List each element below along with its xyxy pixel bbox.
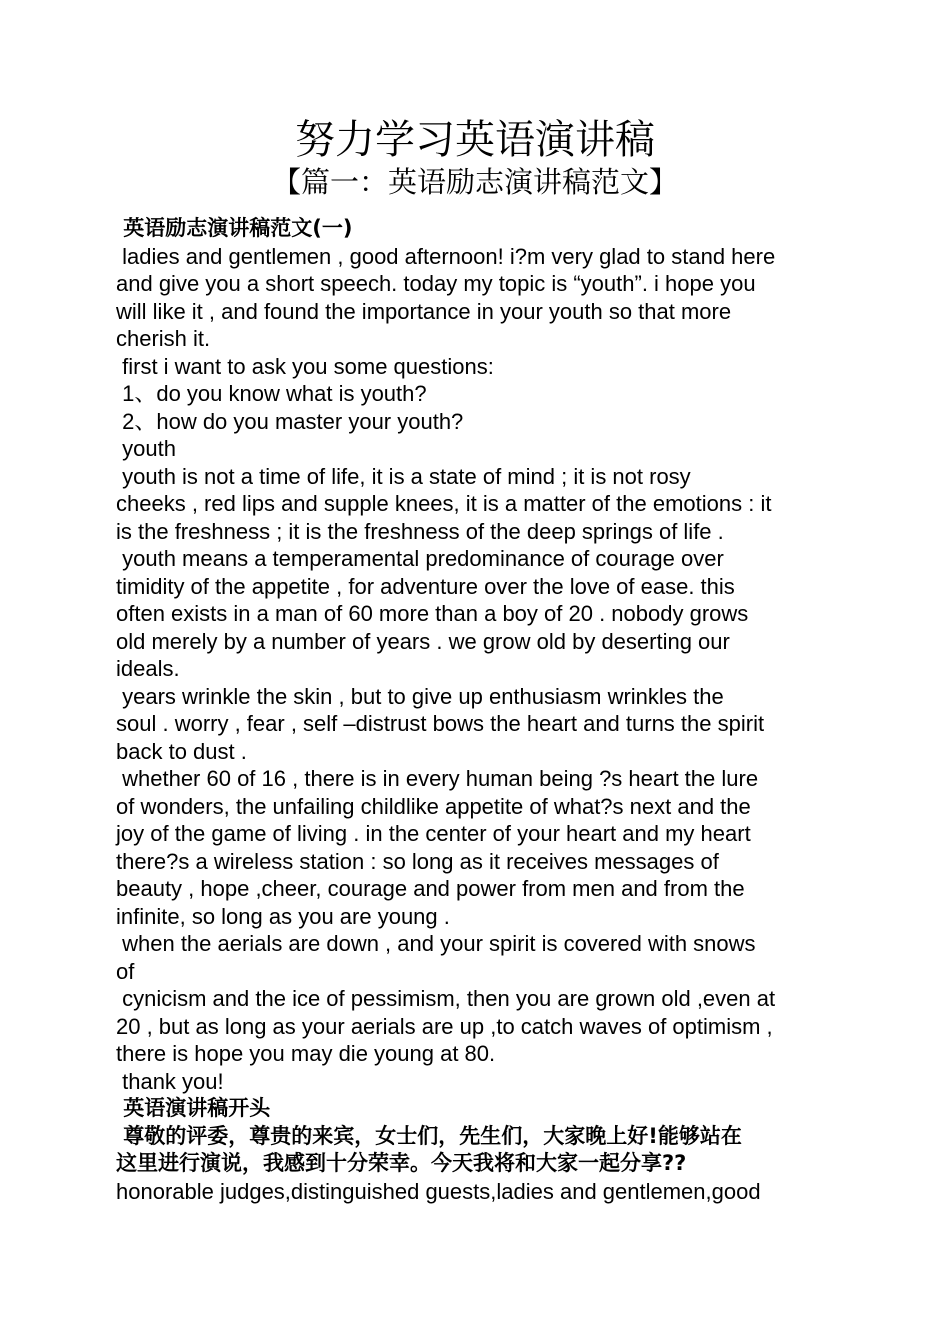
text-line: youth is not a time of life, it is a state of mind ; it is not rosy [116, 463, 691, 489]
text-line: when the aerials are down , and your spirit is covered with snows [116, 931, 756, 956]
text-line: is the freshness ; it is the freshness of the deep springs of life . [116, 518, 724, 544]
text-line: first i want to ask you some questions: [116, 353, 494, 379]
text-line: thank you! [116, 1068, 224, 1094]
text-line: of wonders, the unfailing childlike appetite of what?s next and the [116, 793, 751, 819]
text-line: will like it , and found the importance in your youth so that more [116, 298, 732, 324]
text-line: honorable judges,distinguished guests,ladies and gentlemen,good [116, 1178, 761, 1204]
text-line: and give you a short speech. today my topic is “youth”. i hope you [116, 271, 756, 296]
document-body [116, 215, 840, 1205]
text-line: youth [116, 436, 176, 461]
document-subtitle: 【篇一：英语励志演讲稿范文】 [271, 165, 678, 199]
text-line: 20 , but as long as your aerials are up ,to catch waves of optimism , [116, 1013, 773, 1039]
text-line: 1、do you know what is youth? [116, 381, 427, 406]
text-line: there is hope you may die young at 80. [116, 1041, 496, 1066]
text-line: whether 60 of 16 , there is in every human being ?s heart the lure [116, 766, 759, 791]
text-line: years wrinkle the skin , but to give up enthusiasm wrinkles the [116, 683, 724, 709]
text-line: cynicism and the ice of pessimism, then you are grown old ,even at [116, 986, 776, 1011]
text-line: cheeks , red lips and supple knees, it is a matter of the emotions : it [116, 491, 772, 516]
text-line: old merely by a number of years . we grow old by deserting our [116, 628, 730, 654]
text-line: youth means a temperamental predominance of courage over [116, 546, 724, 571]
text-line: soul . worry , fear , self –distrust bows the heart and turns the spirit [116, 711, 765, 736]
text-line: back to dust . [116, 738, 247, 764]
text-line: ladies and gentlemen , good afternoon! i?m very glad to stand here [116, 243, 776, 269]
text-line: 英语演讲稿开头 [116, 1096, 271, 1120]
text-line: cherish it. [116, 326, 211, 351]
text-line: beauty , hope ,cheer, courage and power from men and from the [116, 876, 745, 901]
text-line: 尊敬的评委，尊贵的来宾，女士们，先生们，大家晚上好!能够站在 [116, 1123, 742, 1148]
text-line: often exists in a man of 60 more than a boy of 20 . nobody grows [116, 601, 749, 626]
text-line: 2、how do you master your youth? [116, 408, 464, 434]
text-line: 这里进行演说，我感到十分荣幸。今天我将和大家一起分享?? [116, 1151, 687, 1175]
text-line: timidity of the appetite , for adventure over the love of ease. this [116, 573, 735, 599]
document-title: 努力学习英语演讲稿 [295, 117, 655, 163]
text-line: ideals. [116, 656, 180, 681]
text-line: infinite, so long as you are young . [116, 903, 450, 929]
text-line: of [116, 958, 135, 984]
text-line: 英语励志演讲稿范文(一) [116, 216, 353, 240]
text-line: there?s a wireless station : so long as it receives messages of [116, 848, 719, 874]
text-line: joy of the game of living . in the center of your heart and my heart [116, 821, 751, 846]
